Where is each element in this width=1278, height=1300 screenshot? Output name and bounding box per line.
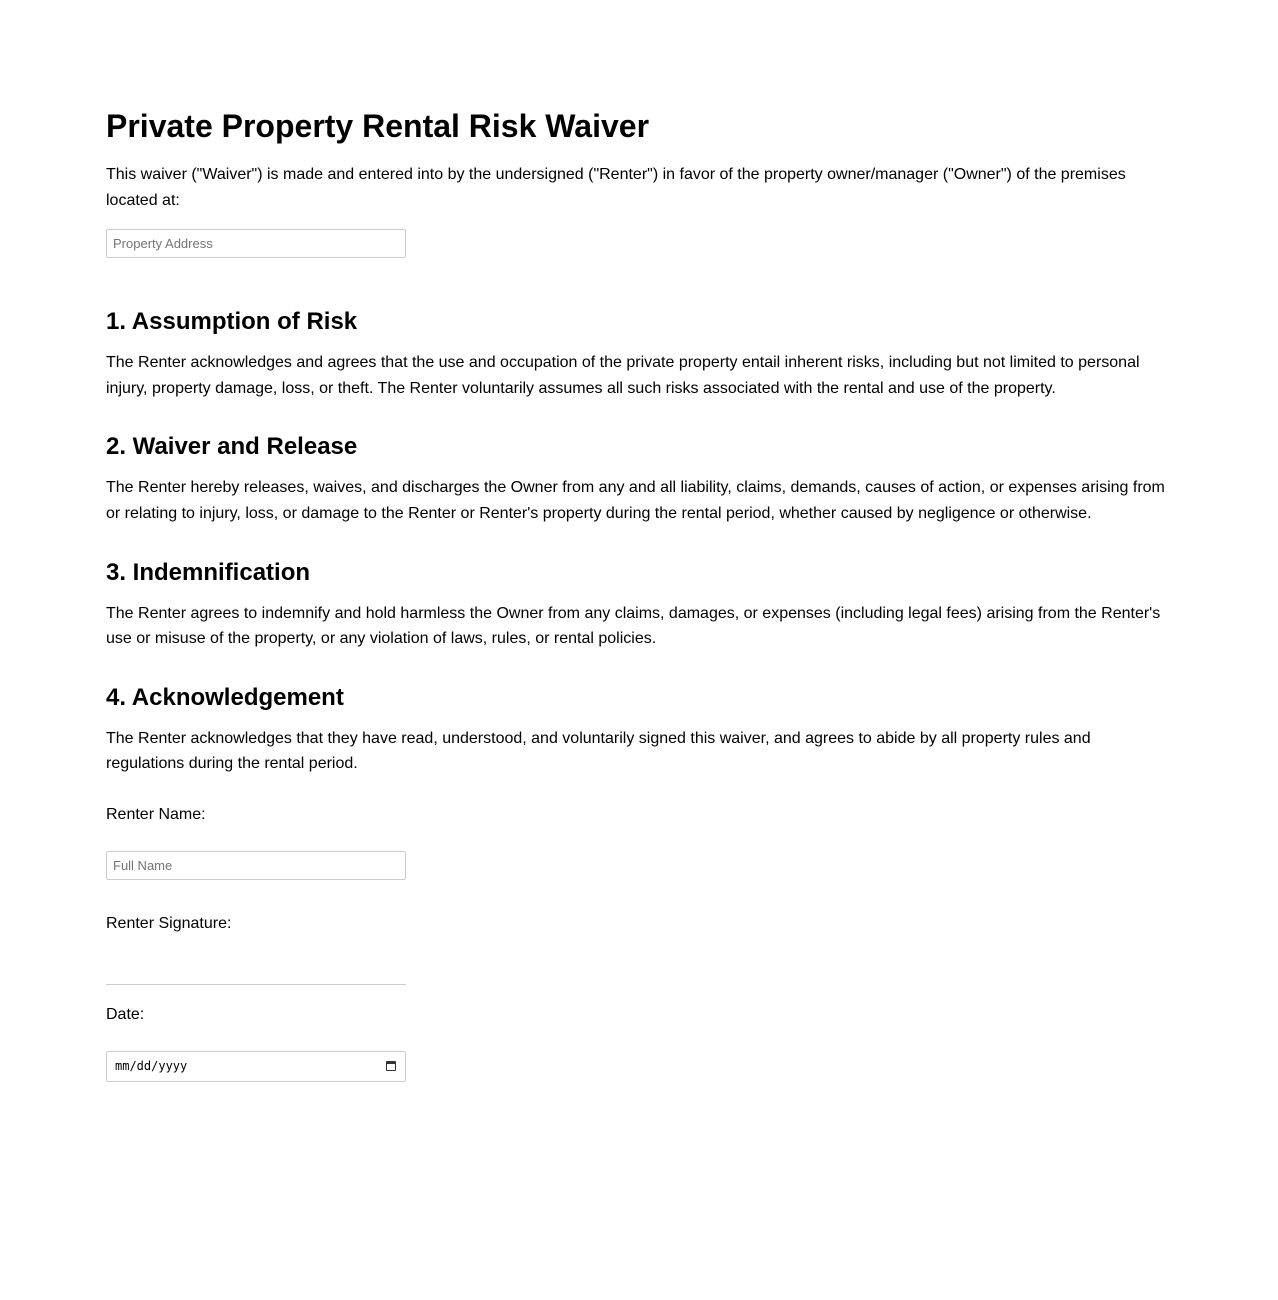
renter-signature-label: Renter Signature: [106,914,232,932]
section-heading: 3. Indemnification [106,558,311,586]
section-indemnification [106,559,1170,652]
renter-name-label: Renter Name: [106,805,206,823]
section-assumption-of-risk [106,308,1170,401]
waiver-document [106,0,1170,1082]
renter-name-input[interactable] [106,851,406,880]
date-label: Date: [106,1005,145,1023]
section-body: The Renter acknowledges and agrees that the use and occupation of the private property entail inherent risks, including but not limited to personal injury, property damage, loss, or theft. The Renter voluntarily assumes all such risks associated with the rental and use of the property. [106,354,1140,397]
signature-line[interactable] [106,984,406,985]
date-placeholder: mm/dd/yyyy [115,1059,188,1074]
page-title: Private Property Rental Risk Waiver [106,108,650,144]
section-heading: 4. Acknowledgement [106,683,344,711]
intro-paragraph: This waiver ("Waiver") is made and entered into by the undersigned ("Renter") in favor of the property owner/manager ("Owner") of the premises located at: [106,166,1126,209]
property-address-input[interactable] [106,229,406,258]
section-heading: 1. Assumption of Risk [106,308,358,336]
section-heading: 2. Waiver and Release [106,433,358,461]
calendar-icon[interactable] [386,1061,396,1071]
date-input[interactable] [106,1051,406,1082]
signature-block [106,805,1170,1082]
section-body: The Renter hereby releases, waives, and discharges the Owner from any and all liability, claims, demands, causes of action, or expenses arising from or relating to injury, loss, or damage to the Renter or Renter's property during the rental period, whether caused by negligence or otherwise. [106,479,1165,522]
section-acknowledgement [106,684,1170,777]
section-body: The Renter acknowledges that they have read, understood, and voluntarily signed this waiver, and agrees to abide by all property rules and regulations during the rental period. [106,729,1091,773]
section-body: The Renter agrees to indemnify and hold harmless the Owner from any claims, damages, or expenses (including legal fees) arising from the Renter's use or misuse of the property, or any violation of laws, rules, or rental policies. [106,604,1161,648]
section-waiver-and-release [106,433,1170,526]
